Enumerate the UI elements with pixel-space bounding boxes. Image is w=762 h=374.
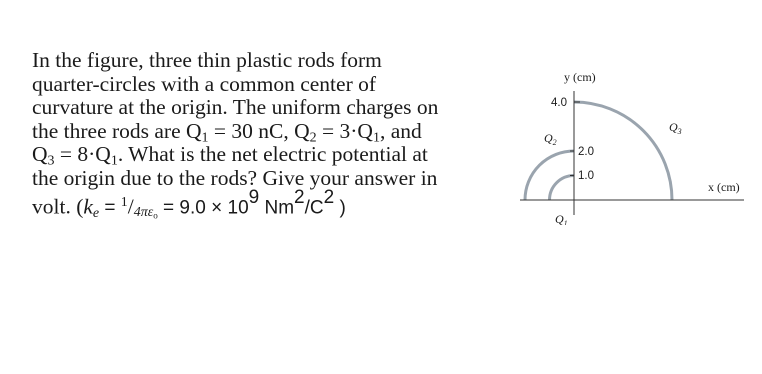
text-fragment: . What is the net electric potential at [117, 142, 428, 167]
problem-line [32, 143, 502, 167]
subscript: 1 [110, 153, 118, 169]
problem-line-constant [32, 186, 502, 225]
text-fragment: = [99, 197, 121, 219]
rod-q1 [550, 176, 575, 201]
problem-line: curvature at the origin. The uniform charges on [32, 95, 439, 120]
coulomb-constant-symbol: k [83, 194, 93, 219]
q2-letter: Q [544, 131, 553, 145]
problem-line: quarter-circles with a common center of [32, 71, 377, 96]
tick-label-1: 1.0 [578, 170, 594, 182]
subscript: 3 [47, 153, 55, 169]
superscript: 2 [294, 186, 305, 208]
problem-line [32, 120, 502, 144]
subscript-e: e [92, 205, 100, 221]
text-fragment: volt. ( [32, 194, 84, 219]
subscript: o [153, 210, 158, 221]
fraction-den-text: 4πε [133, 205, 154, 221]
rods-diagram [520, 55, 762, 225]
y-axis-label: y (cm) [564, 70, 596, 84]
problem-statement [32, 49, 502, 225]
text-fragment: , and [379, 118, 422, 143]
subscript: 1 [201, 130, 209, 146]
q1-letter: Q [555, 212, 564, 225]
q1-sub: 1 [563, 219, 568, 225]
text-fragment: = 3·Q [316, 118, 373, 143]
superscript: 9 [248, 186, 260, 208]
q2-sub: 2 [552, 138, 557, 147]
tick-label-4: 4.0 [551, 97, 567, 109]
text-fragment: = 30 nC, Q [208, 118, 310, 143]
q3-label [669, 120, 682, 136]
fraction-slash: / [127, 194, 134, 219]
text-fragment: = 8·Q [54, 142, 111, 167]
text-fragment: ) [334, 197, 346, 219]
x-axis-label: x (cm) [708, 180, 740, 194]
subscript: 2 [309, 130, 317, 146]
q2-label [544, 131, 557, 147]
text-fragment: the three rods are Q [32, 118, 202, 143]
text-fragment: Q [32, 142, 48, 167]
problem-line: the origin due to the rods? Give your answer in [32, 165, 438, 190]
fraction-numerator: 1 [120, 194, 128, 210]
text-fragment: /C [304, 197, 324, 219]
text-fragment: = 9.0 × 10 [157, 197, 249, 219]
problem-line: In the figure, three thin plastic rods form [32, 48, 382, 72]
superscript: 2 [323, 186, 335, 208]
q1-label [555, 212, 568, 225]
q3-letter: Q [669, 120, 678, 134]
rods-figure [520, 55, 762, 225]
text-fragment: Nm [259, 197, 295, 219]
tick-label-2: 2.0 [578, 146, 594, 158]
q3-sub: 3 [677, 127, 682, 136]
fraction-denominator [134, 205, 158, 220]
subscript: 1 [372, 130, 380, 146]
